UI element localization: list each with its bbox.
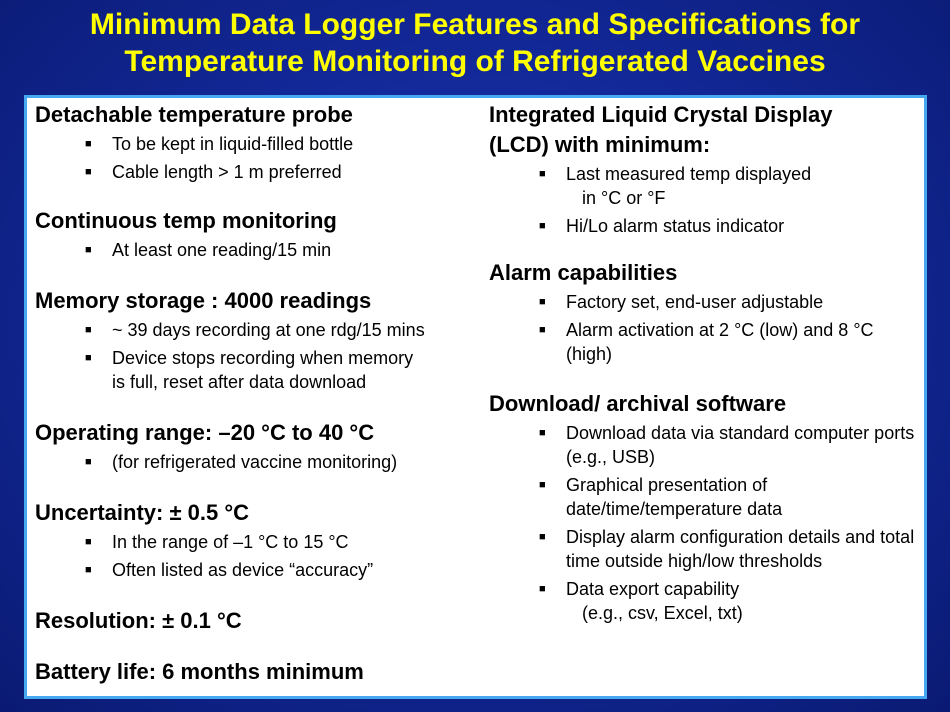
square-bullet-icon: ■ [85,456,92,468]
square-bullet-icon: ■ [539,531,546,543]
section-heading: Download/ archival software [489,391,787,416]
section-battery [35,657,475,687]
bullet-list [35,238,475,262]
square-bullet-icon: ■ [85,138,92,150]
bullet-text: Hi/Lo alarm status indicator [566,216,785,236]
section-resolution [35,606,475,636]
section-heading: Continuous temp monitoring [35,208,337,233]
slide-title [0,6,950,80]
section-memory [35,286,475,398]
bullet-text: To be kept in liquid-filled bottle [112,134,354,154]
bullet-list [35,450,475,474]
bullet-text: Download data via standard computer ports (e.g., USB) [566,423,915,467]
section-heading: Memory storage : 4000 readings [35,288,372,313]
square-bullet-icon: ■ [539,479,546,491]
square-bullet-icon: ■ [85,324,92,336]
square-bullet-icon: ■ [85,166,92,178]
list-item [489,290,919,314]
list-item [489,214,919,238]
list-item [35,238,475,262]
list-item [35,160,475,184]
list-item [35,530,475,554]
title-line-2: Temperature Monitoring of Refrigerated Vaccines [124,45,826,78]
bullet-list [489,162,919,238]
section-operating-range [35,418,475,478]
section-heading: Detachable temperature probe [35,102,353,127]
list-item [489,162,919,210]
list-item [35,346,475,394]
bullet-text: ~ 39 days recording at one rdg/15 mins [112,320,425,340]
bullet-text: Display alarm configuration details and total time outside high/low thresholds [566,527,915,571]
square-bullet-icon: ■ [539,220,546,232]
section-heading: Integrated Liquid Crystal Display (LCD) with minimum: [489,102,833,157]
bullet-list [35,318,475,394]
list-item [35,450,475,474]
section-lcd [489,100,919,242]
bullet-text: Factory set, end-user adjustable [566,292,824,312]
square-bullet-icon: ■ [539,324,546,336]
bullet-text: Last measured temp displayed [566,164,812,184]
section-heading: Operating range: –20 °C to 40 °C [35,420,375,445]
title-line-1: Minimum Data Logger Features and Specifications for [89,8,861,41]
section-heading: Resolution: ± 0.1 °C [35,608,242,633]
bullet-text: Alarm activation at 2 °C (low) and 8 °C (high) [566,320,874,364]
list-item [489,421,919,469]
bullet-text: Graphical presentation of date/time/temperature data [566,475,783,519]
list-item [489,473,919,521]
bullet-text: Data export capability [566,579,740,599]
square-bullet-icon: ■ [539,168,546,180]
square-bullet-icon: ■ [85,536,92,548]
section-uncertainty [35,498,475,586]
square-bullet-icon: ■ [539,427,546,439]
list-item [489,577,919,625]
bullet-list [35,530,475,582]
list-item [35,132,475,156]
list-item [489,318,919,366]
section-heading: Uncertainty: ± 0.5 °C [35,500,250,525]
list-item [489,525,919,573]
square-bullet-icon: ■ [85,352,92,364]
content-box [24,95,927,699]
square-bullet-icon: ■ [539,583,546,595]
section-alarm [489,258,919,370]
section-software [489,389,919,629]
square-bullet-icon: ■ [539,296,546,308]
section-heading: Alarm capabilities [489,260,678,285]
bullet-text: In the range of –1 °C to 15 °C [112,532,349,552]
bullet-list [489,290,919,366]
bullet-text: (for refrigerated vaccine monitoring) [112,452,398,472]
section-heading: Battery life: 6 months minimum [35,659,364,684]
bullet-continuation: (e.g., csv, Excel, txt) [582,603,743,623]
bullet-text: Often listed as device “accuracy” [112,560,374,580]
bullet-list [489,421,919,625]
list-item [35,558,475,582]
list-item [35,318,475,342]
section-probe [35,100,475,188]
section-monitoring [35,206,475,266]
square-bullet-icon: ■ [85,564,92,576]
bullet-continuation: in °C or °F [582,188,666,208]
bullet-text: Cable length > 1 m preferred [112,162,342,182]
bullet-text: Device stops recording when memory is full, reset after data download [112,348,414,392]
bullet-list [35,132,475,184]
bullet-text: At least one reading/15 min [112,240,332,260]
square-bullet-icon: ■ [85,244,92,256]
